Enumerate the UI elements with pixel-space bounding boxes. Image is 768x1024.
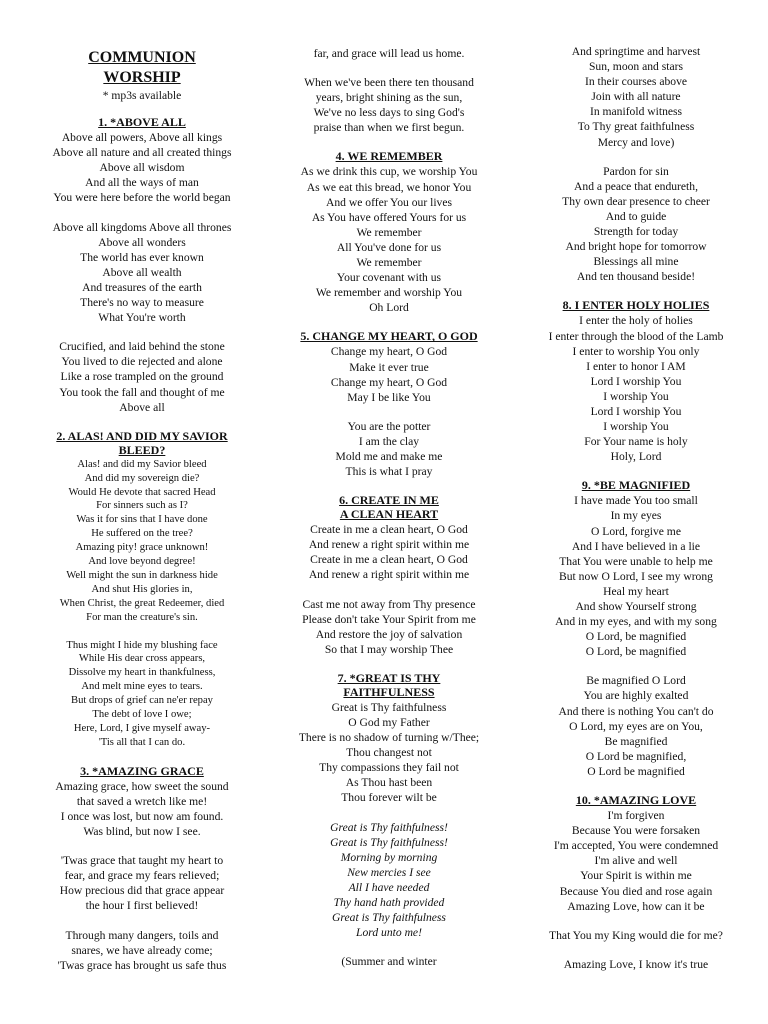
lyric-line: As Thou hast been [345, 776, 433, 790]
lyric-line: But now O Lord, I see my wrong [559, 569, 713, 583]
song-title-line: FAITHFULNESS [343, 684, 435, 699]
lyric-line: The debt of love I owe; [92, 709, 192, 721]
lyric-line: Oh Lord [369, 301, 409, 315]
lyric-line: that saved a wretch like me! [76, 794, 208, 808]
lyric-line: You are highly exalted [583, 689, 689, 703]
lyric-line: Create in me a clean heart, O God [310, 553, 468, 567]
lyric-line: Above all wealth [102, 265, 182, 279]
lyric-line: Above all powers, Above all kings [61, 131, 223, 145]
lyric-stanza [274, 75, 504, 135]
lyric-line: To Thy great faithfulness [577, 120, 695, 134]
lyric-stanza [28, 339, 256, 414]
lyric-line: Lord I worship You [590, 374, 682, 388]
lyric-stanza [518, 313, 754, 464]
lyric-stanza [274, 700, 504, 806]
lyric-line: Mercy and love) [597, 135, 675, 149]
lyric-stanza [518, 928, 754, 943]
lyric-line: Be magnified [604, 734, 668, 748]
lyric-stanza [274, 46, 504, 61]
lyric-stanza [274, 954, 504, 969]
lyric-line: All I have needed [348, 880, 430, 894]
lyric-stanza [518, 164, 754, 285]
lyric-stanza [518, 808, 754, 914]
lyric-stanza [518, 493, 754, 659]
lyric-line: Like a rose trampled on the ground [60, 370, 224, 384]
song-title [274, 329, 504, 343]
lyric-line: Above all [119, 400, 165, 414]
lyric-line: In manifold witness [589, 105, 683, 119]
song-title-line: 9. *BE MAGNIFIED [581, 478, 691, 493]
lyric-line: And springtime and harvest [571, 45, 701, 58]
lyric-stanza [28, 853, 256, 913]
lyric-line: Above all wisdom [99, 161, 185, 175]
lyric-line: And bright hope for tomorrow [565, 240, 707, 254]
song-title [274, 671, 504, 699]
lyric-line: Thou changest not [346, 746, 432, 760]
lyric-line: Above all kingdoms Above all thrones [52, 220, 232, 234]
song-title-line: 3. *AMAZING GRACE [80, 763, 204, 778]
lyric-line: Amazing Love, how can it be [567, 899, 705, 913]
lyric-line: Thy compassions they fail not [319, 761, 459, 775]
lyric-line: For man the creature's sin. [86, 611, 198, 623]
column-2 [274, 46, 504, 983]
lyric-line: When Christ, the great Redeemer, died [59, 597, 225, 609]
lyric-line: Your Spirit is within me [580, 869, 692, 883]
lyric-line: And I have believed in a lie [571, 539, 701, 553]
lyric-line: And melt mine eyes to tears. [81, 681, 203, 693]
lyric-line: The world has ever known [80, 250, 204, 264]
column-3 [518, 44, 754, 986]
lyric-line: Lord I worship You [590, 404, 682, 418]
lyric-line: You took the fall and thought of me [59, 385, 225, 399]
lyric-line: Cast me not away from Thy presence [302, 597, 476, 611]
lyric-stanza [274, 164, 504, 315]
lyric-line: Here, Lord, I give myself away- [73, 723, 211, 734]
lyric-line: I enter through the blood of the Lamb [548, 329, 724, 343]
lyric-line: We remember [356, 225, 422, 239]
lyric-line: And renew a right spirit within me [308, 538, 470, 552]
song-title [28, 429, 256, 457]
lyric-line: Change my heart, O God [330, 375, 448, 389]
lyric-line: And to guide [605, 209, 667, 223]
lyric-line: That You were unable to help me [559, 554, 713, 568]
song-title [28, 115, 256, 129]
lyric-line: I worship You [603, 420, 669, 434]
lyric-stanza [28, 220, 256, 326]
lyric-line: Sun, moon and stars [588, 60, 684, 74]
lyric-line: Because You were forsaken [571, 824, 701, 838]
song-title-line: 6. CREATE IN ME [339, 493, 439, 508]
song-title [274, 493, 504, 521]
lyric-line: Alas! and did my Savior bleed [77, 458, 207, 470]
lyric-stanza [28, 928, 256, 973]
lyric-stanza [274, 522, 504, 582]
lyric-line: There's no way to measure [80, 296, 204, 310]
lyric-line: As You have offered Yours for us [311, 210, 467, 224]
lyric-stanza [28, 639, 256, 750]
lyric-line: We remember [356, 256, 422, 270]
song-title-line: 7. *GREAT IS THY [337, 670, 441, 685]
lyric-stanza [274, 344, 504, 404]
lyric-line: 'Twas grace that taught my heart to [60, 854, 224, 868]
lyric-line: praise than when we first begun. [313, 121, 465, 135]
lyric-line: Heal my heart [603, 584, 669, 598]
lyric-line: Amazing pity! grace unknown! [75, 542, 209, 554]
lyric-stanza [274, 820, 504, 941]
lyric-line: O Lord, forgive me [591, 524, 681, 538]
lyric-line: far, and grace will lead us home. [313, 47, 465, 60]
lyric-stanza [274, 597, 504, 657]
lyric-line: O God my Father [348, 716, 430, 729]
lyric-line: Great is Thy faithfulness [331, 700, 447, 714]
lyric-line: I enter to honor I AM [586, 359, 686, 373]
lyric-line: As we eat this bread, we honor You [306, 180, 472, 194]
lyric-line: But drops of grief can ne'er repay [71, 695, 213, 707]
lyric-stanza [518, 957, 754, 972]
lyric-line: And renew a right spirit within me [308, 568, 470, 582]
column-body [28, 115, 256, 973]
lyric-line: And treasures of the earth [82, 280, 202, 294]
lyric-line: For sinners such as I? [96, 500, 188, 512]
lyric-line: Thy hand hath provided [333, 896, 445, 910]
lyric-line: So that I may worship Thee [324, 642, 454, 656]
song-title [518, 793, 754, 807]
lyric-line: Would He devote that sacred Head [68, 486, 216, 498]
lyric-line: And we offer You our lives [325, 195, 453, 209]
lyric-line: Amazing Love, I know it's true [563, 957, 709, 971]
lyric-line: New mercies I see [347, 865, 431, 879]
lyric-line: Through many dangers, toils and [65, 928, 219, 942]
lyric-line: O Lord be magnified [587, 764, 685, 778]
lyric-line: In my eyes [610, 509, 662, 523]
lyric-line: What You're worth [98, 311, 186, 325]
lyric-line: And all the ways of man [85, 176, 199, 190]
lyric-line: O Lord be magnified, [585, 749, 687, 763]
lyric-line: Make it ever true [349, 360, 429, 374]
lyric-line: May I be like You [347, 390, 431, 404]
lyric-line: Great is Thy faithfulness [332, 911, 446, 925]
lyric-line: Blessings all mine [593, 255, 679, 269]
lyric-line: Above all nature and all created things [52, 146, 232, 160]
lyric-line: All You've done for us [336, 240, 442, 254]
lyric-line: Above all wonders [98, 235, 186, 249]
lyric-line: Create in me a clean heart, O God [310, 523, 468, 537]
lyric-line: Mold me and make me [335, 449, 443, 463]
lyric-line: I once was lost, but now am found. [60, 810, 224, 823]
lyric-line: Please don't take Your Spirit from me [302, 612, 476, 626]
lyric-line: I worship You [603, 389, 669, 403]
lyric-line: 'Twas grace has brought us safe thus [57, 958, 227, 972]
song-title-line: 10. *AMAZING LOVE [575, 793, 697, 808]
document-title-line: WORSHIP [103, 69, 181, 86]
song-title-line: A CLEAN HEART [339, 507, 439, 522]
lyric-stanza [518, 673, 754, 779]
song-title [518, 478, 754, 492]
lyric-line: I enter the holy of holies [579, 314, 693, 328]
lyric-line: I'm alive and well [594, 854, 678, 868]
lyric-line: Great is Thy faithfulness! [330, 820, 448, 834]
document-subtitle: * mp3s available [102, 89, 182, 102]
lyric-line: There is no shadow of turning w/Thee; [298, 731, 480, 745]
lyric-line: (Summer and winter [341, 955, 437, 969]
song-title-line: 2. ALAS! AND DID MY SAVIOR [56, 428, 228, 443]
lyric-line: We remember and worship You [315, 286, 463, 300]
lyric-line: And show Yourself strong [575, 600, 697, 613]
lyric-line: years, bright shining as the sun, [315, 91, 463, 105]
lyric-line: I'm accepted, You were condemned [553, 839, 719, 853]
song-title-line: 1. *ABOVE ALL [98, 115, 186, 130]
lyric-line: Join with all nature [591, 90, 681, 104]
song-title-line: 8. I ENTER HOLY HOLIES [562, 298, 710, 313]
lyric-line: As we drink this cup, we worship You [300, 165, 478, 179]
lyric-line: This is what I pray [345, 465, 433, 479]
lyric-line: You were here before the world began [53, 191, 231, 205]
column-body [518, 44, 754, 972]
lyric-line: Pardon for sin [603, 164, 669, 178]
lyric-line: Be magnified O Lord [586, 674, 686, 688]
lyric-line: I am the clay [358, 434, 420, 448]
song-title-line: 5. CHANGE MY HEART, O GOD [300, 329, 478, 344]
document-title-line: COMMUNION [88, 49, 196, 66]
lyric-line: I enter to worship You only [572, 344, 700, 358]
lyric-line: the hour I first believed! [85, 899, 199, 913]
song-title-line: BLEED? [118, 442, 166, 457]
lyric-line: And did my sovereign die? [84, 472, 200, 484]
lyric-line: 'Tis all that I can do. [98, 736, 186, 748]
lyric-line: snares, we have already come; [71, 943, 213, 957]
lyric-line: You lived to die rejected and alone [61, 355, 223, 369]
lyric-line: Was blind, but now I see. [83, 825, 201, 839]
lyric-line: And restore the joy of salvation [315, 627, 463, 641]
lyric-line: Change my heart, O God [330, 345, 448, 359]
lyric-line: And shut His glories in, [91, 583, 193, 595]
lyric-line: Lord unto me! [356, 926, 422, 940]
lyric-line: Was it for sins that I have done [76, 514, 208, 526]
lyric-line: How precious did that grace appear [59, 884, 225, 898]
lyric-line: fear, and grace my fears relieved; [64, 869, 220, 883]
lyric-line: Dissolve my heart in thankfulness, [68, 667, 216, 679]
lyric-line: I'm forgiven [607, 809, 665, 823]
lyric-line: Morning by morning [340, 850, 438, 864]
lyric-line: Strength for today [593, 225, 679, 239]
lyric-line: O Lord, my eyes are on You, [569, 719, 703, 733]
lyric-line: Thou forever wilt be [341, 791, 437, 805]
lyric-line: O Lord, be magnified [585, 645, 687, 659]
lyric-line: Because You died and rose again [559, 884, 713, 898]
lyric-line: That You my King would die for me? [549, 928, 723, 942]
lyric-line: Well might the sun in darkness hide [66, 569, 218, 581]
lyric-stanza [28, 458, 256, 625]
lyric-line: In their courses above [584, 75, 688, 89]
lyric-line: And a peace that endureth, [574, 179, 698, 193]
lyric-stanza [518, 44, 754, 150]
lyric-line: I have made You too small [574, 494, 698, 508]
lyric-line: And in my eyes, and with my song [555, 615, 717, 629]
lyric-line: Holy, Lord [610, 450, 662, 464]
lyric-line: Amazing grace, how sweet the sound [55, 779, 229, 793]
lyric-line: While His dear cross appears, [78, 653, 206, 665]
lyric-line: Great is Thy faithfulness! [330, 835, 448, 849]
lyric-line: And there is nothing You can't do [558, 704, 714, 718]
lyric-stanza [28, 779, 256, 839]
lyric-line: Crucified, and laid behind the stone [59, 340, 225, 354]
song-title-line: 4. WE REMEMBER [335, 149, 443, 164]
lyric-line: We've no less days to sing God's [313, 106, 465, 120]
lyric-line: Your covenant with us [336, 271, 442, 285]
lyric-line: When we've been there ten thousand [304, 76, 474, 90]
song-title [274, 149, 504, 163]
song-title [28, 764, 256, 778]
lyric-line: O Lord, be magnified [585, 630, 687, 644]
lyric-stanza [28, 130, 256, 205]
lyric-line: Thy own dear presence to cheer [562, 194, 710, 208]
lyric-line: He suffered on the tree? [91, 528, 193, 540]
lyric-line: You are the potter [347, 419, 431, 433]
lyric-line: For Your name is holy [584, 435, 688, 449]
document-title [28, 48, 256, 88]
song-title [518, 298, 754, 312]
column-1 [28, 44, 256, 987]
lyric-line: And love beyond degree! [88, 556, 196, 568]
lyric-line: Thus might I hide my blushing face [66, 639, 218, 651]
lyric-line: And ten thousand beside! [576, 270, 696, 284]
lyric-stanza [274, 419, 504, 479]
column-body [274, 46, 504, 969]
